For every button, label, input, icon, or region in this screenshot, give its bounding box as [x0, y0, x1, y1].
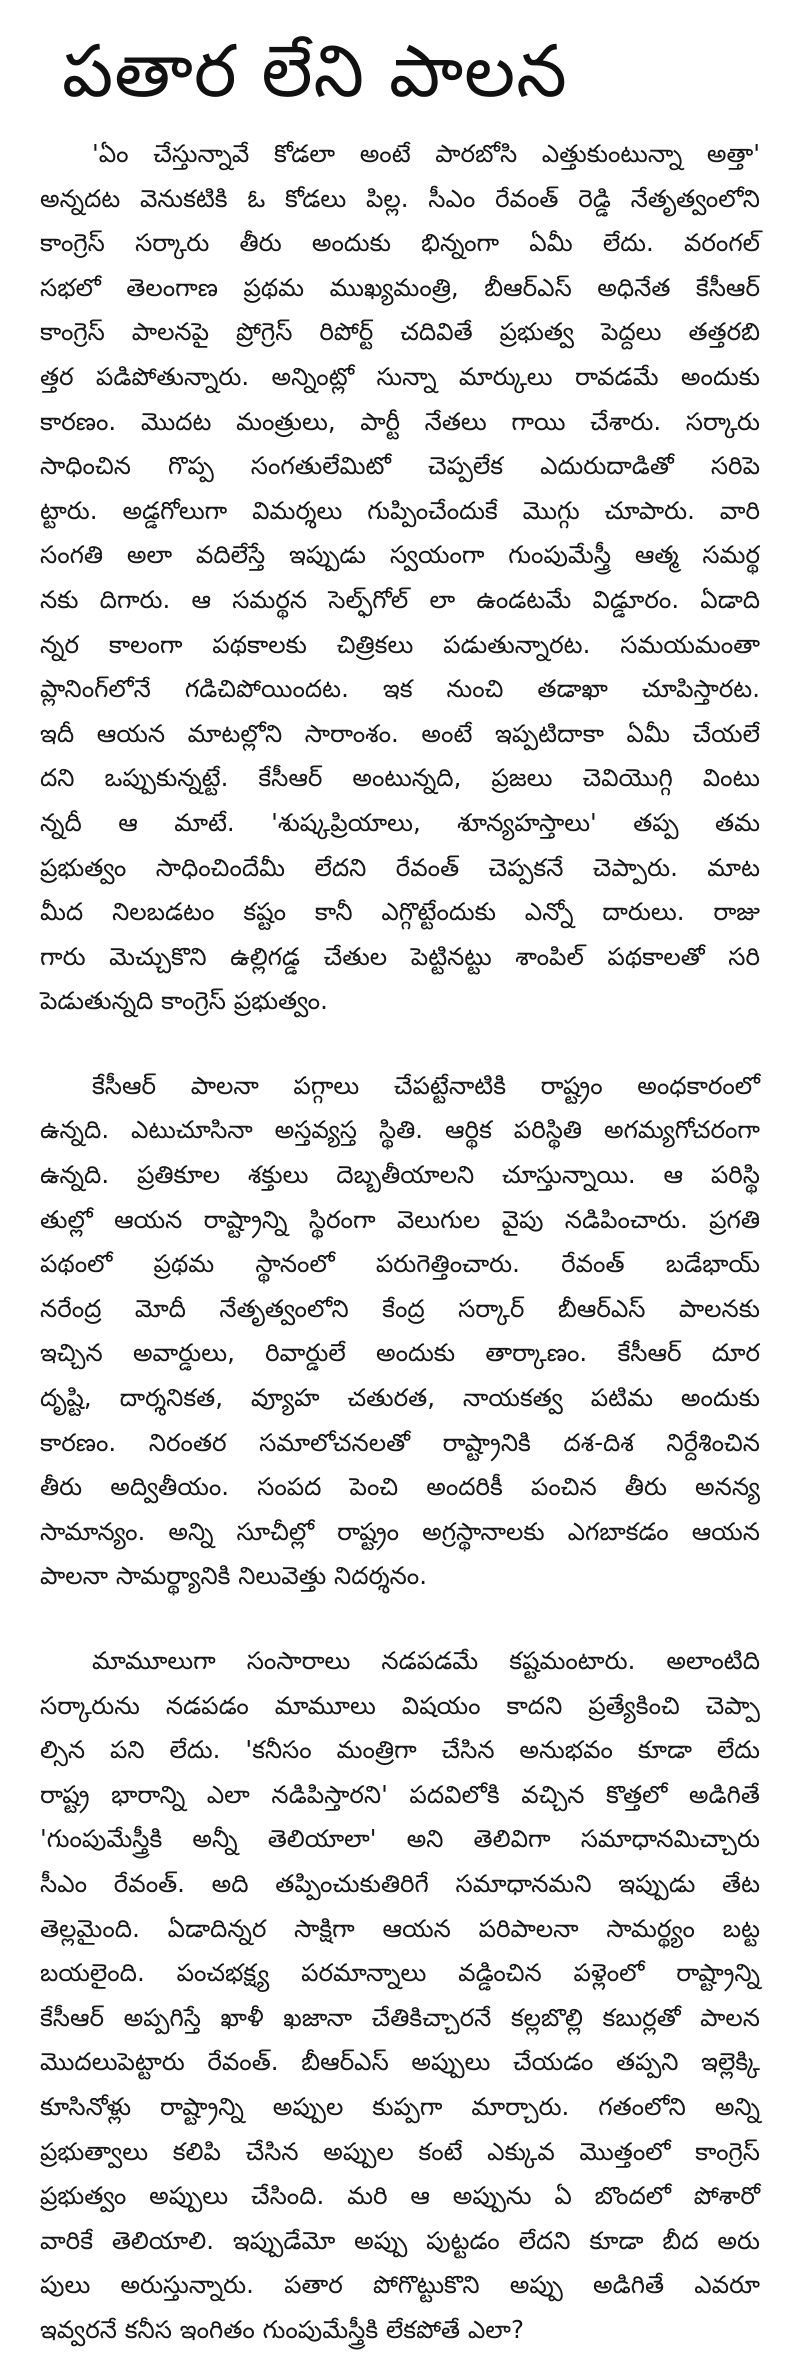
text-line: కారణం. నిరంతర సమాలోచనలతో రాష్ట్రానికి దశ-దిశ నిర్దేశించిన	[40, 1427, 760, 1457]
text-line: తెల్లమైంది. ఏడాదిన్నర సాక్షిగా ఆయన పరిపాలనా సామర్థ్యం బట్ట	[40, 1913, 760, 1943]
article-body	[40, 132, 760, 2353]
text-line: పథంలో ప్రథమ స్థానంలో పరుగెత్తించారు. రేవంత్ బడేభాయ్	[40, 1249, 760, 1279]
text-line: కాంగ్రెస్ పాలనపై ప్రోగ్రెస్ రిపోర్ట్ చదివితే ప్రభుత్వ పెద్దలు తత్తరబి	[40, 317, 760, 347]
text-line: ప్రభుత్వం సాధించిందేమీ లేదని రేవంత్ చెప్పకనే చెప్పారు. మాట	[40, 852, 760, 882]
text-line: ల్సిన పని లేదు. 'కనీసం మంత్రిగా చేసిన అనుభవం కూడా లేదు	[40, 1735, 760, 1765]
text-line: కాంగ్రెస్ సర్కారు తీరు అందుకు భిన్నంగా ఏమీ లేదు. వరంగల్	[40, 228, 760, 258]
text-line: ఉన్నది. ప్రతికూల శక్తులు దెబ్బతీయాలని చూస్తున్నాయి. ఆ పరిస్థి	[40, 1160, 760, 1190]
text-line: అన్నదట వెనుకటికి ఓ కోడలు పిల్ల. సీఎం రేవంత్ రెడ్డి నేతృత్వంలోని	[40, 183, 760, 213]
text-line: ఇదీ ఆయన మాటల్లోని సారాంశం. అంటే ఇప్పటిదాకా ఏమీ చేయలే	[40, 718, 760, 748]
text-line: కేసీఆర్ పాలనా పగ్గాలు చేపట్టేనాటికి రాష్ట్రం అంధకారంలో	[92, 1070, 760, 1100]
text-line: మామూలుగా సంసారాలు నడపడమే కష్టమంటారు. అలాంటిది	[92, 1646, 760, 1675]
text-line: సాధించిన గొప్ప సంగతులేమిటో చెప్పలేక ఎదురుదాడితో సరిపె	[40, 451, 760, 481]
paragraph	[40, 1064, 760, 1599]
text-line: పాలనా సామర్థ్యానికి నిలువెత్తు నిదర్శనం.	[40, 1561, 428, 1591]
text-line: ఉన్నది. ఎటుచూసినా అస్తవ్యస్త స్థితి. ఆర్థిక పరిస్థితి అగమ్యగోచరంగా	[40, 1115, 760, 1145]
text-line: 'ఏం చేస్తున్నావే కోడలా అంటే పారబోసి ఎత్తుకుంటున్నా అత్తా'	[92, 139, 760, 168]
text-line: గారు మెచ్చుకొని ఉల్లిగడ్డ చేతుల పెట్టినట్టు శాంపిల్ పథకాలతో సరి	[40, 941, 760, 971]
text-line: న్నర కాలంగా పథకాలకు చిత్రికలు పడుతున్నారట. సమయమంతా	[40, 629, 760, 659]
text-line: ట్టారు. అడ్డగోలుగా విమర్శలు గుప్పించేందుకే మొగ్గు చూపారు. వారి	[40, 495, 760, 525]
text-line: సీఎం రేవంత్. అది తప్పించుకుతిరిగే సమాధానమని ఇప్పుడు తేట	[40, 1868, 760, 1898]
text-line: తీరు అద్వితీయం. సంపద పెంచి అందరికీ పంచిన తీరు అనన్య	[40, 1472, 760, 1502]
text-line: కూసినోళ్లు రాష్ట్రాన్ని అప్పుల కుప్పగా మార్చారు. గతంలోని అన్ని	[40, 2091, 760, 2121]
text-line: మీద నిలబడటం కష్టం కానీ ఎగ్గొట్టేందుకు ఎన్నో దారులు. రాజు	[40, 897, 760, 927]
text-line: మొదలుపెట్టారు రేవంత్. బీఆర్ఎస్ అప్పులు చేయడం తప్పని ఇల్లెక్కి	[40, 2047, 760, 2077]
text-line: బయలైంది. పంచభక్ష్య పరమాన్నాలు వడ్డించిన పళ్లెంలో రాష్ట్రాన్ని	[40, 1958, 760, 1988]
paragraph-gap	[40, 1024, 760, 1064]
text-line: 'గుంపుమేస్త్రీకి అన్నీ తెలియాలా' అని తెలివిగా సమాధానమిచ్చారు	[40, 1824, 760, 1854]
text-line: ప్రభుత్వం అప్పులు చేసింది. మరి ఆ అప్పును ఏ బొందలో పోశారో	[40, 2181, 760, 2211]
text-line: ఇచ్చిన అవార్డులు, రివార్డులే అందుకు తార్కాణం. కేసీఆర్ దూర	[40, 1338, 760, 1368]
text-line: సర్కారును నడపడం మామూలు విషయం కాదని ప్రత్యేకించి చెప్పా	[40, 1690, 760, 1720]
text-line: తుల్లో ఆయన రాష్ట్రాన్ని స్థిరంగా వెలుగుల వైపు నడిపించారు. ప్రగతి	[40, 1204, 760, 1234]
headline: పతార లేని పాలన	[62, 29, 568, 113]
paragraph	[40, 132, 760, 1024]
paragraph	[40, 1639, 760, 2353]
text-line: పులు అరుస్తున్నారు. పతార పోగొట్టుకొని అప్పు అడిగితే ఎవరూ	[40, 2270, 760, 2300]
text-line: కారణం. మొదట మంత్రులు, పార్టీ నేతలు గాయి చేశారు. సర్కారు	[40, 406, 760, 436]
text-line: కేసీఆర్ అప్పగిస్తే ఖాళీ ఖజానా చేతికిచ్చారనే కల్లబొల్లి కబుర్లతో పాలన	[40, 2002, 760, 2032]
text-line: పెడుతున్నది కాంగ్రెస్ ప్రభుత్వం.	[40, 986, 328, 1016]
text-line: ఇవ్వరనే కనీస ఇంగితం గుంపుమేస్త్రీకి లేకపోతే ఎలా?	[40, 2314, 524, 2344]
text-line: త్తర పడిపోతున్నారు. అన్నింట్లో సున్నా మార్కులు రావడమే అందుకు	[40, 361, 760, 391]
paragraph-gap	[40, 1599, 760, 1639]
text-line: దృష్టి, దార్శనికత, వ్యూహ చతురత, నాయకత్వ పటిమ అందుకు	[40, 1383, 760, 1413]
text-line: నకు దిగారు. ఆ సమర్థన సెల్ఫ్‌గోల్ లా ఉండటమే విడ్డూరం. ఏడాది	[40, 584, 760, 614]
text-line: సంగతి అలా వదిలేస్తే ఇప్పుడు స్వయంగా గుంపుమేస్త్రీ ఆత్మ సమర్థ	[40, 540, 760, 570]
text-line: సభలో తెలంగాణ ప్రథమ ముఖ్యమంత్రి, బీఆర్ఎస్ అధినేత కేసీఆర్	[40, 272, 760, 302]
text-line: ప్లానింగ్‌లోనే గడిచిపోయిందట. ఇక నుంచి తడాఖా చూపిస్తారట.	[40, 674, 760, 704]
text-line: వారికే తెలియాలి. ఇప్పుడేమో అప్పు పుట్టడం లేదని కూడా బీద అరు	[40, 2225, 760, 2255]
text-line: దని ఒప్పుకున్నట్టే. కేసీఆర్ అంటున్నది, ప్రజలు చెవియొగ్గి వింటు	[40, 763, 760, 793]
text-line: న్నదీ ఆ మాటే. 'శుష్కప్రియాలు, శూన్యహస్తాలు' తప్ప తమ	[40, 807, 760, 837]
text-line: ప్రభుత్వాలు కలిపి చేసిన అప్పుల కంటే ఎక్కువ మొత్తంలో కాంగ్రెస్	[40, 2136, 760, 2166]
text-line: సామాన్యం. అన్ని సూచీల్లో రాష్ట్రం అగ్రస్థానాలకు ఎగబాకడం ఆయన	[40, 1516, 760, 1546]
text-line: రాష్ట్ర భారాన్ని ఎలా నడిపిస్తారని' పదవిలోకి వచ్చిన కొత్తలో అడిగితే	[40, 1779, 760, 1809]
text-line: నరేంద్ర మోదీ నేతృత్వంలోని కేంద్ర సర్కార్ బీఆర్ఎస్ పాలనకు	[40, 1293, 760, 1323]
